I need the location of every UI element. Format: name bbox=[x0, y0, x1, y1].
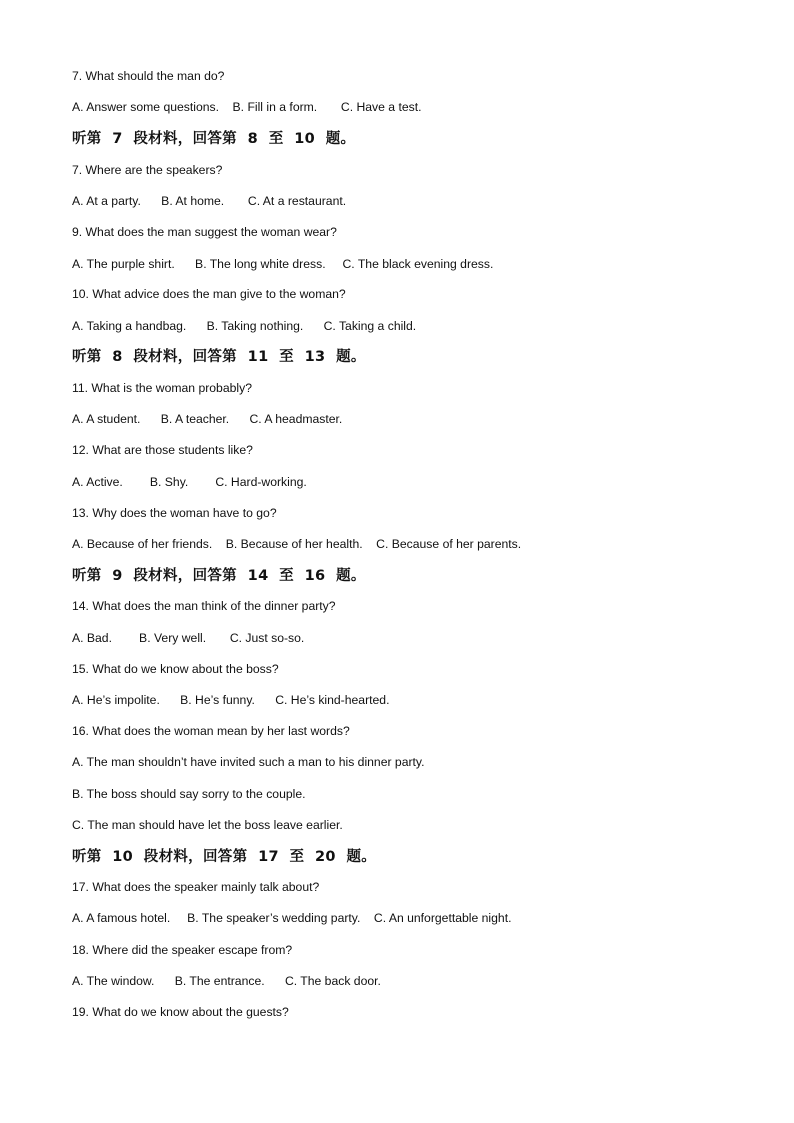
options-line: B. The boss should say sorry to the couple. bbox=[72, 787, 306, 801]
options-line: A. Active. B. Shy. C. Hard-working. bbox=[72, 475, 307, 489]
question-line: 12. What are those students like? bbox=[72, 443, 253, 457]
question-line: 7. Where are the speakers? bbox=[72, 163, 223, 177]
options-line: A. The purple shirt. B. The long white dress. C. The black evening dress. bbox=[72, 257, 494, 271]
question-line: 7. What should the man do? bbox=[72, 69, 225, 83]
options-line: A. At a party. B. At home. C. At a restaurant. bbox=[72, 194, 347, 208]
section-heading: 听第 10 段材料，回答第 17 至 20 题。 bbox=[72, 849, 377, 865]
question-line: 9. What does the man suggest the woman wear? bbox=[72, 225, 337, 239]
question-line: 16. What does the woman mean by her last words? bbox=[72, 724, 350, 738]
options-line: A. A student. B. A teacher. C. A headmaster. bbox=[72, 412, 343, 426]
question-line: 17. What does the speaker mainly talk about? bbox=[72, 880, 320, 894]
options-line: A. A famous hotel. B. The speaker’s wedding party. C. An unforgettable night. bbox=[72, 911, 512, 925]
options-line: A. He’s impolite. B. He’s funny. C. He’s kind-hearted. bbox=[72, 693, 390, 707]
question-line: 15. What do we know about the boss? bbox=[72, 662, 279, 676]
section-heading: 听第 8 段材料，回答第 11 至 13 题。 bbox=[72, 349, 366, 365]
question-line: 11. What is the woman probably? bbox=[72, 381, 252, 395]
options-line: A. Bad. B. Very well. C. Just so-so. bbox=[72, 631, 305, 645]
question-line: 13. Why does the woman have to go? bbox=[72, 506, 277, 520]
question-line: 19. What do we know about the guests? bbox=[72, 1005, 289, 1019]
question-line: 18. Where did the speaker escape from? bbox=[72, 943, 293, 957]
options-line: A. The man shouldn’t have invited such a man to his dinner party. bbox=[72, 755, 425, 769]
question-line: 10. What advice does the man give to the woman? bbox=[72, 287, 346, 301]
section-heading: 听第 7 段材料，回答第 8 至 10 题。 bbox=[72, 131, 356, 147]
question-line: 14. What does the man think of the dinner party? bbox=[72, 599, 336, 613]
options-line: A. Answer some questions. B. Fill in a form. C. Have a test. bbox=[72, 100, 422, 114]
options-line: A. Taking a handbag. B. Taking nothing. C. Taking a child. bbox=[72, 319, 417, 333]
options-line: A. The window. B. The entrance. C. The back door. bbox=[72, 974, 381, 988]
options-line: C. The man should have let the boss leave earlier. bbox=[72, 818, 343, 832]
section-heading: 听第 9 段材料，回答第 14 至 16 题。 bbox=[72, 568, 366, 584]
options-line: A. Because of her friends. B. Because of her health. C. Because of her parents. bbox=[72, 537, 522, 551]
